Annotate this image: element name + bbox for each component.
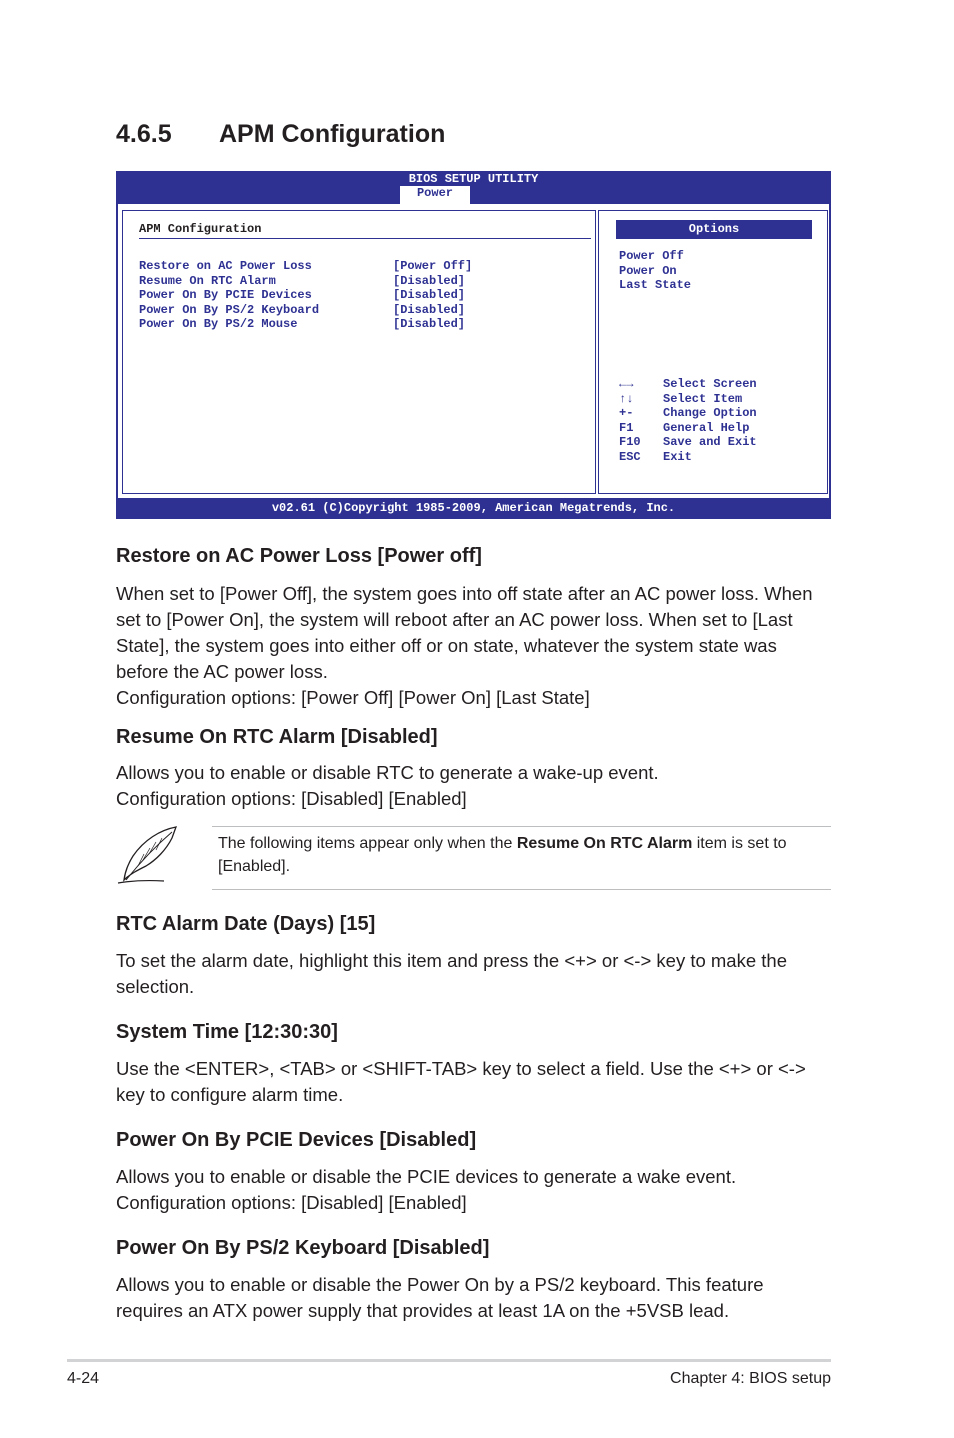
option-item[interactable]: Power On bbox=[619, 263, 677, 278]
heading-system-time: System Time [12:30:30] bbox=[116, 1021, 338, 1043]
key-row: +- Change Option bbox=[619, 406, 757, 421]
option-item[interactable]: Last State bbox=[619, 278, 692, 293]
section-number: 4.6.5 bbox=[116, 120, 172, 148]
chapter-label: Chapter 4: BIOS setup bbox=[670, 1370, 831, 1387]
key-row: F1 General Help bbox=[619, 420, 750, 435]
options-list bbox=[619, 249, 691, 293]
para-ps2-keyboard: Allows you to enable or disable the Power On by a PS/2 keyboard. This feature requires an ATX power supply that provides at least 1A on the +5VSB lead. bbox=[116, 1274, 764, 1321]
option-item[interactable]: Power Off bbox=[619, 249, 684, 263]
bios-screenshot bbox=[116, 171, 831, 519]
heading-restore-ac: Restore on AC Power Loss [Power off] bbox=[116, 545, 482, 567]
bios-item-resume-rtc[interactable]: Resume On RTC Alarm [Disabled] bbox=[139, 273, 466, 288]
bios-main-panel bbox=[122, 210, 596, 494]
para-rtc-date: To set the alarm date, highlight this item and press the <+> or <-> key to make the selection. bbox=[116, 950, 787, 997]
quill-pen-icon bbox=[116, 824, 180, 886]
bios-item-ps2-keyboard[interactable]: Power On By PS/2 Keyboard [Disabled] bbox=[139, 302, 466, 317]
bios-item-restore-ac[interactable]: Restore on AC Power Loss [Power Off] bbox=[139, 259, 473, 273]
bios-item-ps2-mouse[interactable]: Power On By PS/2 Mouse [Disabled] bbox=[139, 317, 466, 332]
arrows-lr-icon: ←→ bbox=[619, 377, 634, 391]
key-row: F10 Save and Exit bbox=[619, 435, 757, 450]
section-title bbox=[116, 120, 445, 149]
bios-screen-heading: APM Configuration bbox=[139, 222, 262, 236]
bios-footer: v02.61 (C)Copyright 1985-2009, American Megatrends, Inc. bbox=[116, 498, 831, 519]
para-restore-ac: When set to [Power Off], the system goes into off state after an AC power loss. When set to [Power On], the system will reboot after an AC power loss. When set to [Last State], the system goes into either off or on state, whatever the system state was before the AC power loss. Configuration options: [Power Off] [Power On] [Last State] bbox=[116, 583, 813, 708]
key-row: ←→ Select Screen bbox=[619, 377, 757, 391]
para-resume-rtc: Allows you to enable or disable RTC to generate a wake-up event. Configuration options: [Disabled] [Enabled] bbox=[116, 762, 659, 809]
bios-tab-power[interactable]: Power bbox=[400, 186, 470, 204]
bios-help-panel bbox=[598, 210, 828, 494]
arrows-ud-icon: ↑↓ bbox=[619, 391, 634, 406]
para-pcie: Allows you to enable or disable the PCIE devices to generate a wake event. Configuration options: [Disabled] [Enabled] bbox=[116, 1166, 737, 1213]
bios-divider bbox=[139, 238, 591, 239]
para-system-time: Use the <ENTER>, <TAB> or <SHIFT-TAB> key to select a field. Use the <+> or <-> key to configure alarm time. bbox=[116, 1058, 806, 1105]
note-box bbox=[116, 822, 831, 890]
key-legend bbox=[619, 377, 757, 465]
heading-resume-rtc: Resume On RTC Alarm [Disabled] bbox=[116, 726, 438, 748]
bios-header bbox=[116, 171, 831, 204]
note-rule bbox=[212, 889, 831, 890]
heading-ps2-keyboard: Power On By PS/2 Keyboard [Disabled] bbox=[116, 1237, 490, 1259]
note-rule bbox=[212, 826, 831, 827]
bios-body bbox=[116, 204, 831, 501]
section-title-text: APM Configuration bbox=[219, 120, 446, 148]
bios-title: BIOS SETUP UTILITY bbox=[408, 172, 539, 186]
key-row: ↑↓ Select Item bbox=[619, 391, 743, 406]
note-text: The following items appear only when the Resume On RTC Alarm item is set to [Enabled]. bbox=[218, 835, 787, 875]
footer-rule bbox=[67, 1359, 831, 1362]
heading-rtc-date: RTC Alarm Date (Days) [15] bbox=[116, 913, 376, 935]
bios-items bbox=[139, 259, 472, 332]
bios-item-pcie[interactable]: Power On By PCIE Devices [Disabled] bbox=[139, 288, 466, 303]
options-header: Options bbox=[616, 220, 812, 239]
key-row: ESC Exit bbox=[619, 449, 692, 464]
page-number: 4-24 bbox=[67, 1370, 100, 1387]
heading-pcie: Power On By PCIE Devices [Disabled] bbox=[116, 1129, 477, 1151]
